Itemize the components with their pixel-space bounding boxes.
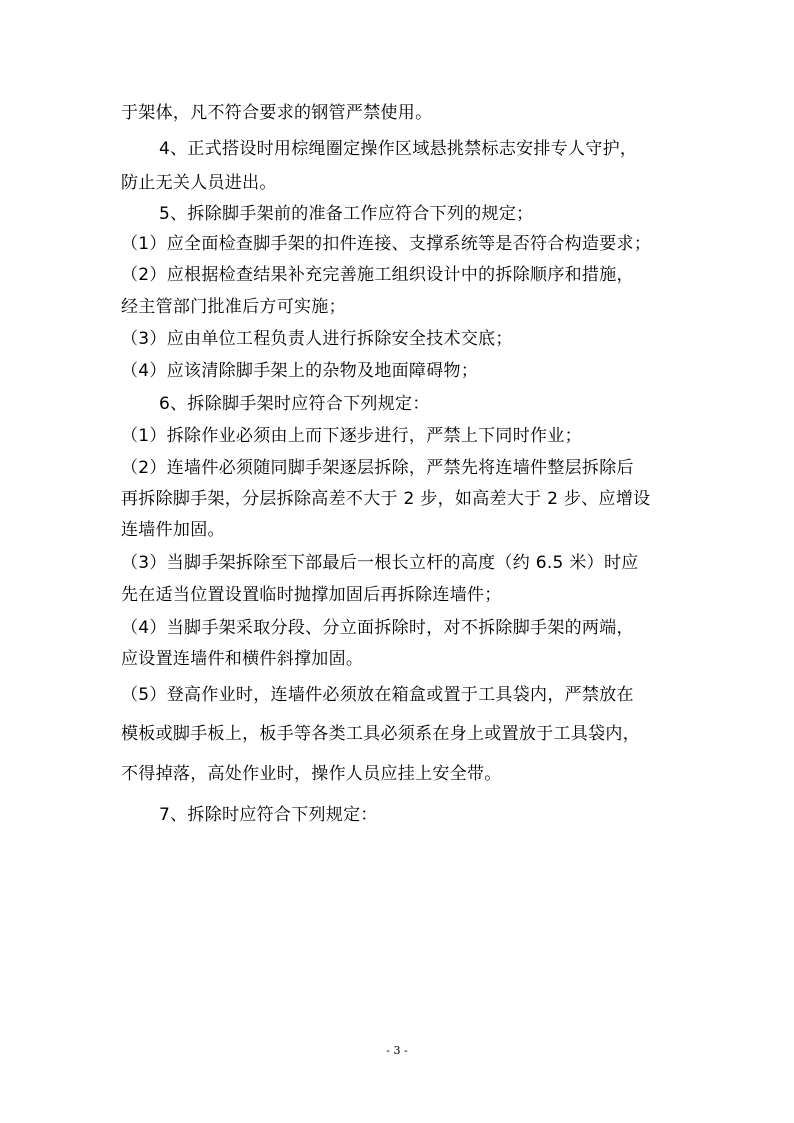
text-line: 先在适当位置设置临时抛撑加固后再拆除连墙件； xyxy=(121,585,502,605)
text-line: （4）应该清除脚手架上的杂物及地面障碍物； xyxy=(121,361,479,381)
text-line: （2）应根据检查结果补充完善施工组织设计中的拆除顺序和措施， xyxy=(121,265,634,285)
text-line: （2）连墙件必须随同脚手架逐层拆除，严禁先将连墙件整层拆除后 xyxy=(121,458,634,478)
text-line: （5）登高作业时，连墙件必须放在箱盒或置于工具袋内，严禁放在 xyxy=(121,685,634,705)
text-line: 于架体，凡不符合要求的钢管严禁使用。 xyxy=(121,103,433,123)
text-line: （4）当脚手架采取分段、分立面拆除时，对不拆除脚手架的两端， xyxy=(121,618,634,638)
text-line: （3）当脚手架拆除至下部最后一根长立杆的高度（约 6.5 米）时应 xyxy=(121,553,639,573)
page-number: - 3 - xyxy=(386,1044,408,1057)
text-line: 5、拆除脚手架前的准备工作应符合下列的规定； xyxy=(159,204,534,224)
text-line: 7、拆除时应符合下列规定： xyxy=(159,805,378,825)
text-line: 模板或脚手板上，板手等各类工具必须系在身上或置放于工具袋内， xyxy=(121,724,640,744)
text-line: 防止无关人员进出。 xyxy=(121,173,277,193)
text-line: 应设置连墙件和横件斜撑加固。 xyxy=(121,649,364,669)
text-line: （1）应全面检查脚手架的扣件连接、支撑系统等是否符合构造要求； xyxy=(121,234,652,254)
text-line: 不得掉落，高处作业时，操作人员应挂上安全带。 xyxy=(121,764,502,784)
text-line: 连墙件加固。 xyxy=(121,520,225,540)
text-line: （1）拆除作业必须由上而下逐步进行，严禁上下同时作业； xyxy=(121,426,582,446)
text-line: （3）应由单位工程负责人进行拆除安全技术交底； xyxy=(121,329,513,349)
text-line: 4、正式搭设时用棕绳圈定操作区域悬挑禁标志安排专人守护， xyxy=(159,139,638,159)
text-line: 6、拆除脚手架时应符合下列规定： xyxy=(159,394,430,414)
text-line: 再拆除脚手架，分层拆除高差不大于 2 步，如高差大于 2 步、应增设 xyxy=(121,489,651,509)
text-line: 经主管部门批准后方可实施； xyxy=(121,297,346,317)
